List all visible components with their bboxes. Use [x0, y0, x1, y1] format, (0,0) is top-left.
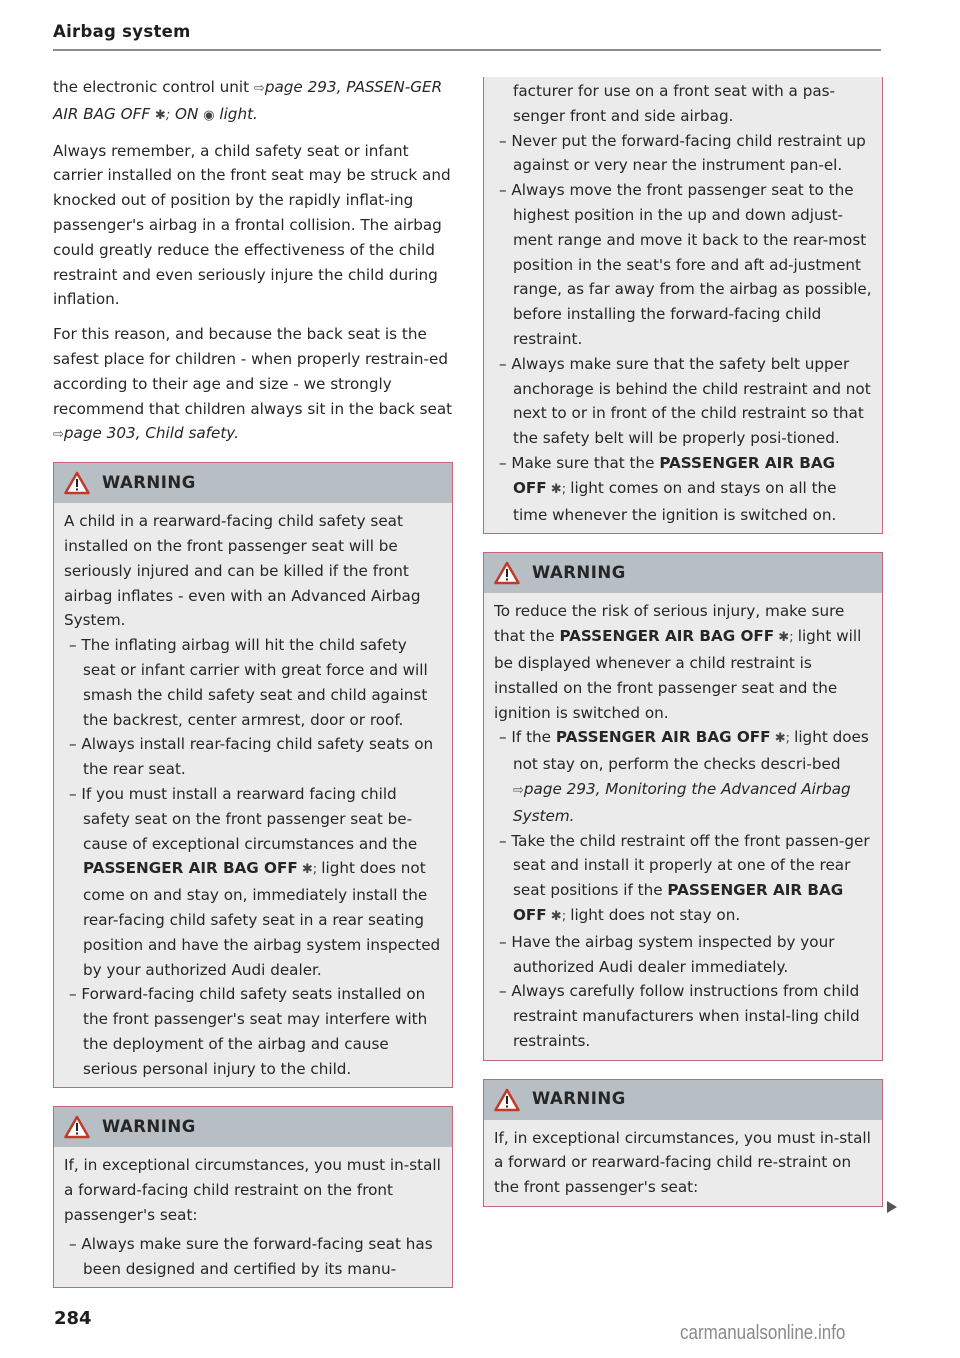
paragraph: For this reason, and because the back seat is the safest place for children - when properly restrain-ed according to their age and size - we strongly recommend that children always sit in the back seat ⇨page 303, Child safety. — [53, 325, 453, 443]
warning-text: If, in exceptional circumstances, you must in-stall a forward or rearward-facing child re-straint on the front passenger's seat: — [494, 1128, 871, 1197]
warning-label: WARNING — [102, 472, 196, 492]
warning-box-continued — [483, 77, 883, 534]
continue-arrow-icon — [887, 1201, 897, 1213]
right-column — [483, 77, 883, 1225]
warning-body — [54, 1147, 452, 1287]
ref-arrow-icon: ⇨ — [253, 81, 265, 96]
page-number: 284 — [54, 1308, 92, 1329]
airbag-off-icon: ✱; — [546, 908, 571, 924]
warning-header — [484, 1080, 882, 1120]
list-item: – Take the child restraint off the front passen-ger seat and install it properly at one of the rear seat positions if the PASSENGER AIR BAG OFF ✱; light does not stay on. — [499, 831, 870, 924]
airbag-off-icon: ✱; — [297, 862, 322, 878]
paragraph: Always remember, a child safety seat or infant carrier installed on the front seat may be struck and knocked out of position by the rapidly inflat-ing passenger's airbag in a frontal collision. The airbag could greatly reduce the effectiveness of the child restraint and even seriously injure the child during inflation. — [53, 141, 451, 309]
left-column — [53, 75, 453, 1306]
list-item: – Always make sure the forward-facing seat has been designed and certified by its manu- — [69, 1234, 433, 1278]
warning-text: If, in exceptional circumstances, you must in-stall a forward-facing child restraint on the front passenger's seat: — [64, 1156, 441, 1225]
warning-triangle-icon — [494, 1088, 520, 1112]
warning-text: facturer for use on a front seat with a pas-senger front and side airbag. — [513, 82, 836, 125]
warning-header — [54, 463, 452, 503]
warning-box — [483, 1079, 883, 1207]
page-ref-link[interactable]: page 293, Monitoring the Advanced Airbag System. — [513, 779, 851, 825]
list-item: – Never put the forward-facing child restraint up against or very near the instrument pan-el. — [499, 131, 866, 175]
airbag-on-icon: ◉ — [203, 107, 215, 123]
warning-header — [54, 1107, 452, 1147]
airbag-off-icon: ✱; — [154, 107, 171, 123]
warning-triangle-icon — [494, 561, 520, 585]
page-ref-link[interactable]: page 303, Child safety. — [63, 424, 239, 443]
ref-arrow-icon: ⇨ — [53, 427, 64, 443]
warning-triangle-icon — [64, 1115, 90, 1139]
list-item: – Always install rear-facing child safety seats on the rear seat. — [69, 735, 434, 779]
warning-text: A child in a rearward-facing child safety seat installed on the front passenger seat will be seriously injured and can be killed if the front airbag inflates - even with an Advanced Airbag System. — [64, 512, 421, 630]
warning-triangle-icon — [64, 471, 90, 495]
airbag-off-icon: ✱; — [546, 481, 571, 497]
list-item: – Have the airbag system inspected by your authorized Audi dealer immediately. — [499, 932, 835, 976]
warning-body — [484, 593, 882, 1059]
warning-body — [54, 503, 452, 1087]
warning-label: WARNING — [102, 1117, 196, 1137]
ref-arrow-icon: ⇨ — [513, 782, 524, 798]
list-item: – Forward-facing child safety seats installed on the front passenger's seat may interfere with the deployment of the airbag and cause serious personal injury to the child. — [69, 985, 428, 1078]
list-item: – Always make sure that the safety belt upper anchorage is behind the child restraint and not next to or in front of the child restraint so that the safety belt will be properly posi-tioned. — [499, 354, 871, 448]
warning-text: To reduce the risk of serious injury, make sure that the PASSENGER AIR BAG OFF ✱; light will be displayed whenever a child restraint is installed on the front passenger seat and the ignition is switched on. — [494, 602, 862, 722]
list-item: – If you must install a rearward facing child safety seat on the front passenger seat be-cause of exceptional circumstances and the PASSENGER AIR BAG OFF ✱; light does not come on and stay on, immediately install the rear-facing child safety seat in a rear seating position and have the airbag system inspected by your authorized Audi dealer. — [69, 784, 441, 979]
warning-body — [484, 1120, 882, 1206]
page-ref-link[interactable]: page 293, PASSEN-GER AIR BAG OFF ✱; ON ◉ light. — [53, 78, 443, 123]
airbag-off-icon: ✱; — [770, 731, 795, 747]
warning-box — [53, 1106, 453, 1288]
list-item: – If the PASSENGER AIR BAG OFF ✱; light does not stay on, perform the checks descri-bed ⇨page 293, Monitoring the Advanced Airbag System. — [499, 728, 869, 825]
section-title: Airbag system — [53, 22, 191, 41]
warning-header — [484, 553, 882, 593]
intro-paragraph — [53, 75, 453, 129]
warning-label: WARNING — [532, 1089, 626, 1109]
watermark: carmanualsonline.info — [680, 1322, 846, 1344]
warning-box — [483, 552, 883, 1060]
list-item: – Make sure that the PASSENGER AIR BAG OFF ✱; light comes on and stays on all the time whenever the ignition is switched on. — [499, 453, 837, 524]
page-header — [53, 22, 881, 51]
warning-box — [53, 462, 453, 1088]
intro-text: the electronic control unit — [53, 78, 254, 96]
list-item: – Always carefully follow instructions from child restraint manufacturers when instal-ling child restraints. — [499, 982, 860, 1050]
list-item: – Always move the front passenger seat to the highest position in the up and down adjust-ment range and move it back to the rear-most position in the seat's fore and aft ad-justment range, as far away from the airbag as possible, before installing the forward-facing child restraint. — [499, 181, 872, 348]
warning-label: WARNING — [532, 562, 626, 582]
list-item: – The inflating airbag will hit the child safety seat or infant carrier with great force and will smash the child safety seat and child against the backrest, center armrest, door or roof. — [69, 636, 428, 729]
airbag-off-icon: ✱; — [774, 630, 798, 646]
warning-body — [484, 77, 882, 533]
